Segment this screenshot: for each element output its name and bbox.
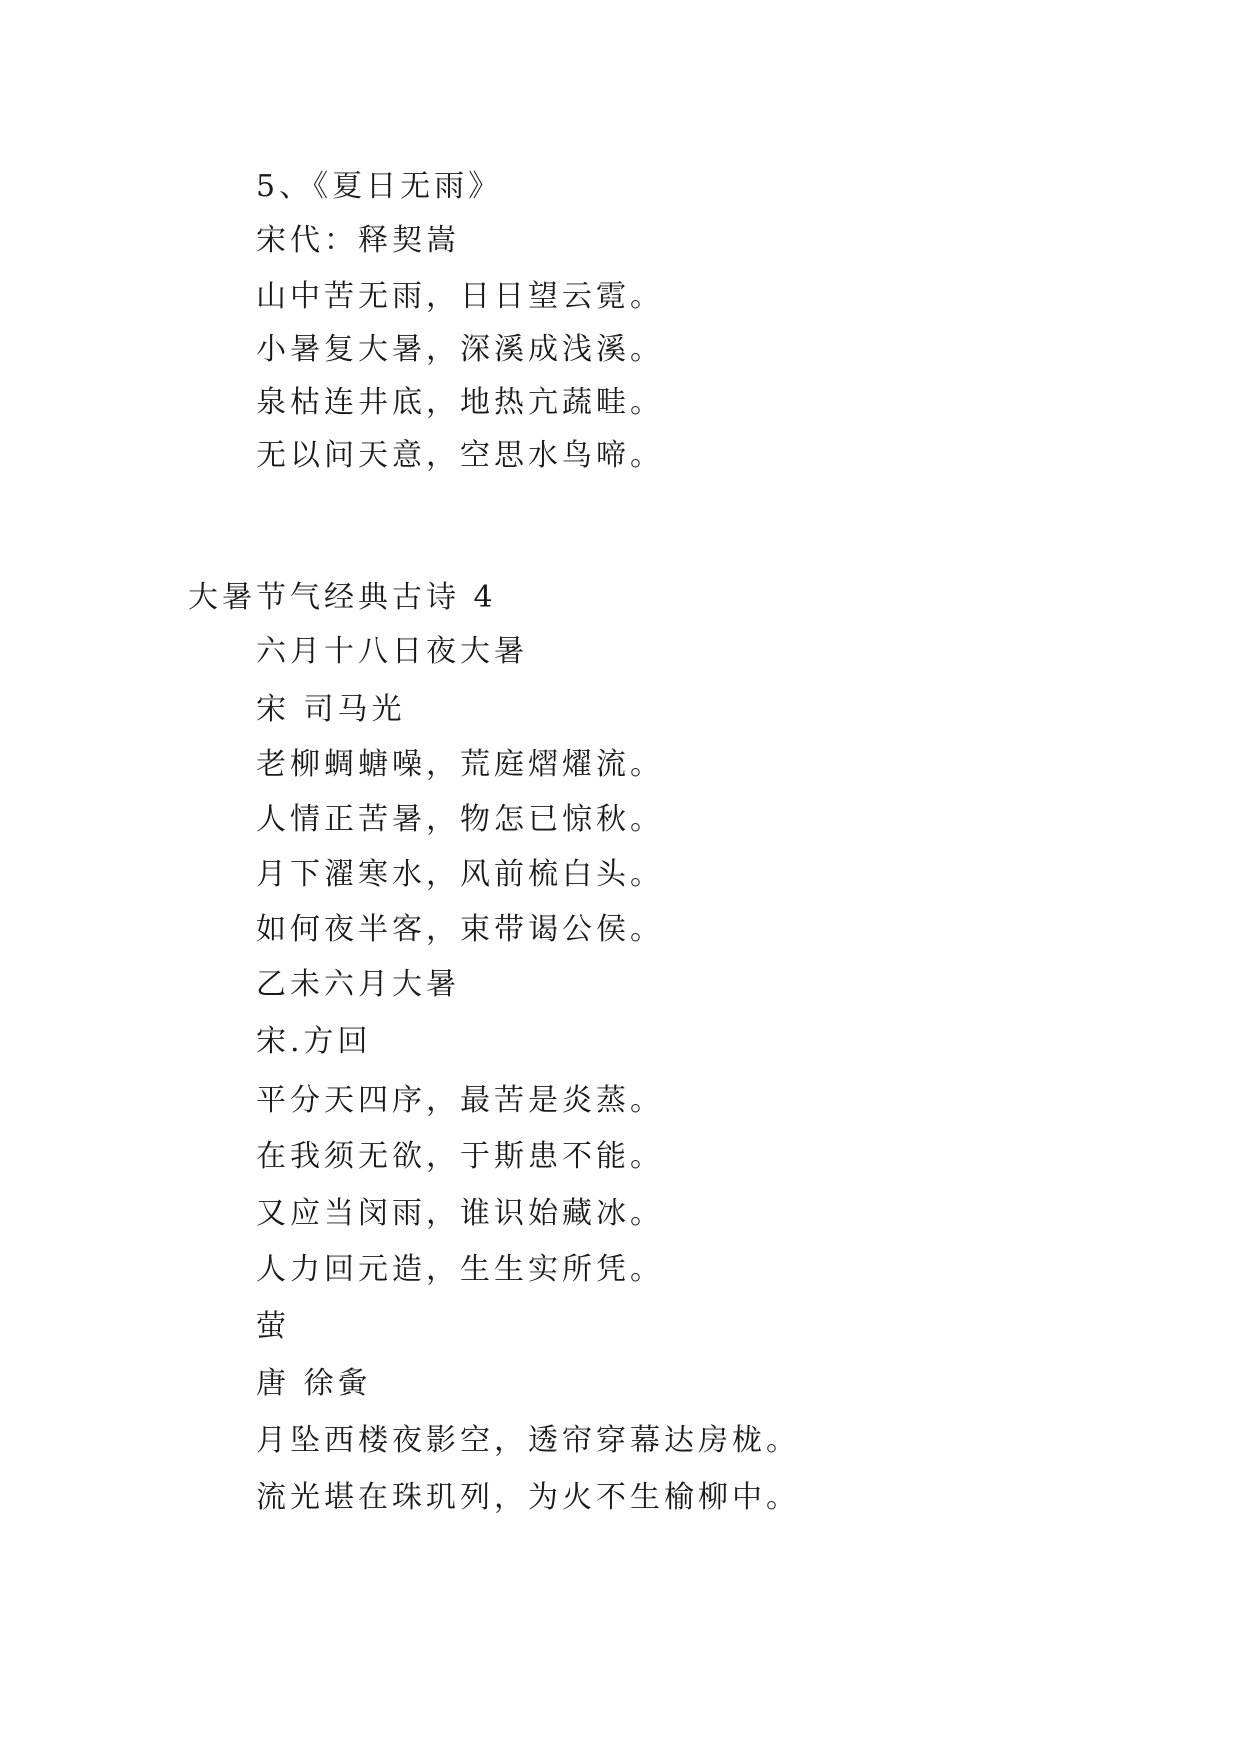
poem-line: 平分天四序，最苦是炎蒸。 (256, 1083, 664, 1118)
poem-line: 流光堪在珠玑列，为火不生榆柳中。 (256, 1480, 800, 1515)
poem-line: 月坠西楼夜影空，透帘穿幕达房栊。 (256, 1423, 800, 1458)
poem-line: 人力回元造，生生实所凭。 (256, 1252, 664, 1287)
section-heading: 大暑节气经典古诗 4 (188, 580, 497, 615)
poem-author: 宋.方回 (256, 1024, 372, 1059)
poem-title: 5、《夏日无雨》 (256, 169, 503, 204)
poem-line: 人情正苦暑，物怎已惊秋。 (256, 802, 664, 837)
poem-title: 萤 (256, 1309, 290, 1344)
poem-line: 山中苦无雨，日日望云霓。 (256, 279, 664, 314)
poem-line: 无以问天意，空思水鸟啼。 (256, 438, 664, 473)
poem-line: 又应当闵雨，谁识始藏冰。 (256, 1196, 664, 1231)
poem-title: 六月十八日夜大暑 (256, 634, 528, 669)
poem-line: 在我须无欲，于斯患不能。 (256, 1139, 664, 1174)
poem-author: 宋 司马光 (256, 692, 406, 727)
poem-line: 老柳蜩螗噪，荒庭熠燿流。 (256, 747, 664, 782)
poem-title: 乙未六月大暑 (256, 967, 460, 1002)
poem-author: 唐 徐夤 (256, 1366, 372, 1401)
poem-line: 泉枯连井底，地热亢蔬畦。 (256, 385, 664, 420)
poem-author: 宋代：释契嵩 (256, 223, 460, 258)
poem-line: 如何夜半客，束带谒公侯。 (256, 912, 664, 947)
poem-line: 月下濯寒水，风前梳白头。 (256, 857, 664, 892)
poem-line: 小暑复大暑，深溪成浅溪。 (256, 332, 664, 367)
